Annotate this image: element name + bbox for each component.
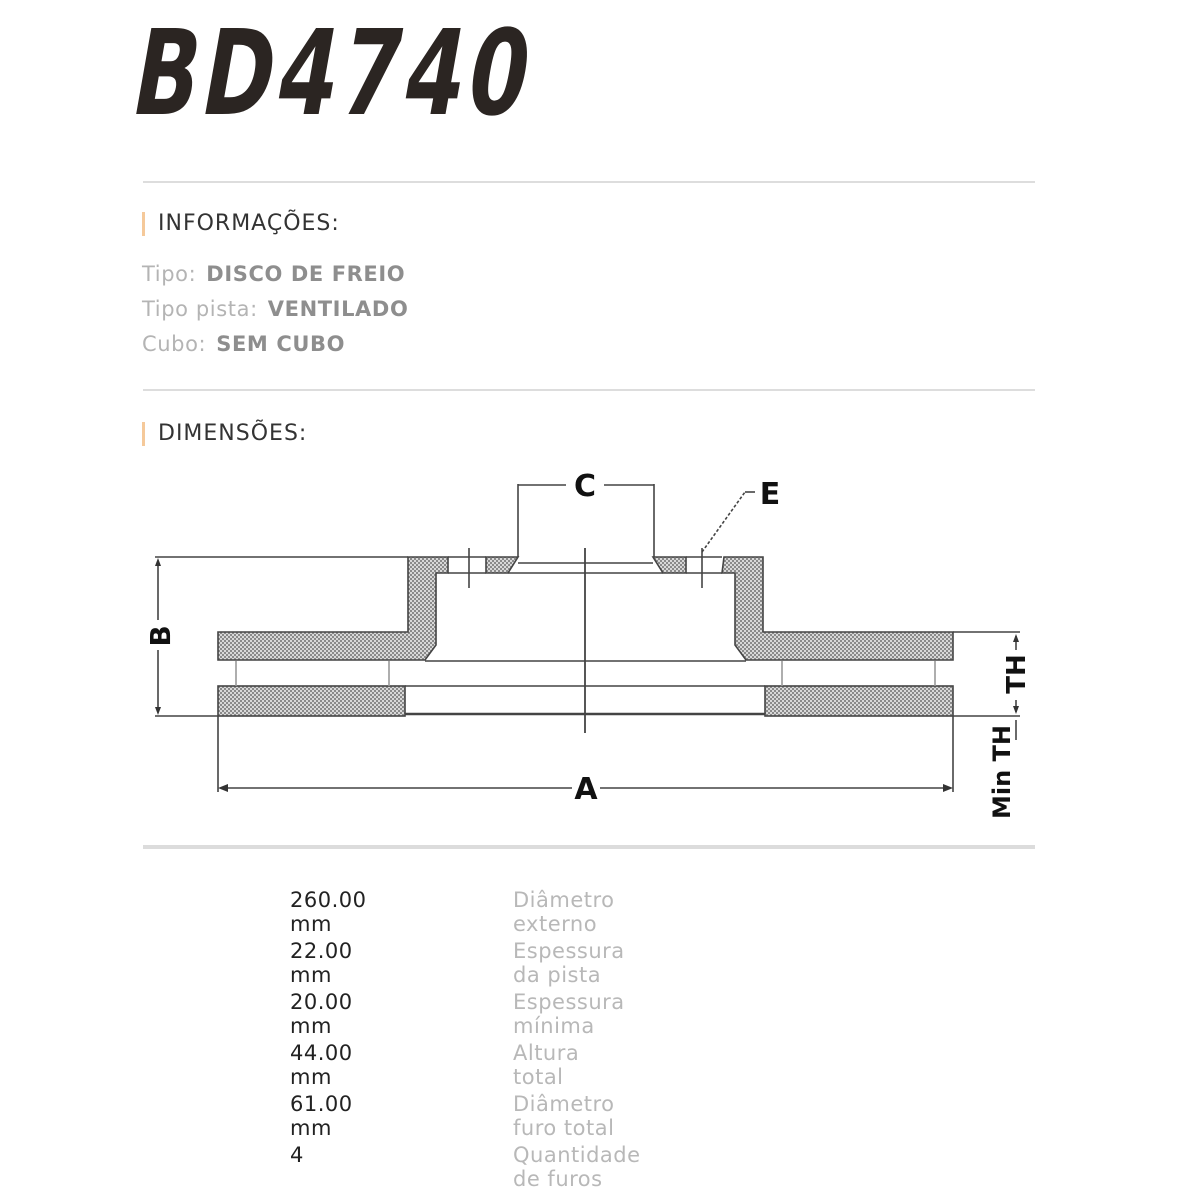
- spec-value: 4: [290, 1143, 304, 1167]
- info-value: VENTILADO: [267, 297, 409, 321]
- info-section-heading: [142, 211, 340, 236]
- spec-description: Altura total: [513, 1041, 580, 1089]
- label-a: A: [574, 772, 598, 807]
- spec-description: Espessura mínima: [513, 990, 625, 1038]
- spec-description: Espessura da pista: [513, 939, 625, 987]
- spec-description: Diâmetro furo total: [513, 1092, 615, 1140]
- spec-value: 20.00 mm: [290, 990, 353, 1038]
- info-row-tipo: [142, 262, 405, 286]
- label-th: TH: [1002, 654, 1032, 694]
- label-b: B: [144, 625, 177, 647]
- spec-value: 44.00 mm: [290, 1041, 353, 1089]
- info-key: Tipo:: [142, 262, 197, 286]
- dimensions-section-heading: [142, 421, 307, 446]
- divider-middle: [143, 389, 1035, 391]
- info-row-tipo-pista: [142, 297, 408, 321]
- info-value: SEM CUBO: [216, 332, 346, 356]
- spec-value: 260.00 mm: [290, 888, 367, 936]
- product-code-title: BD4740: [123, 4, 546, 142]
- info-key: Tipo pista:: [142, 297, 258, 321]
- dimensions-heading-label: DIMENSÕES:: [158, 421, 308, 446]
- divider-bottom: [143, 845, 1035, 849]
- accent-bar: [142, 212, 145, 236]
- label-e: E: [759, 477, 781, 512]
- brake-disc-cross-section-diagram: [140, 460, 1040, 830]
- spec-description: Quantidade de furos: [513, 1143, 641, 1191]
- divider-top: [143, 181, 1035, 183]
- label-c: C: [573, 469, 597, 504]
- info-value: DISCO DE FREIO: [206, 262, 406, 286]
- accent-bar: [142, 422, 145, 446]
- info-row-cubo: [142, 332, 345, 356]
- info-heading-label: INFORMAÇÕES:: [158, 211, 340, 236]
- spec-description: Diâmetro externo: [513, 888, 615, 936]
- info-key: Cubo:: [142, 332, 207, 356]
- spec-value: 61.00 mm: [290, 1092, 353, 1140]
- spec-value: 22.00 mm: [290, 939, 353, 987]
- label-min-th: Min TH: [988, 724, 1016, 820]
